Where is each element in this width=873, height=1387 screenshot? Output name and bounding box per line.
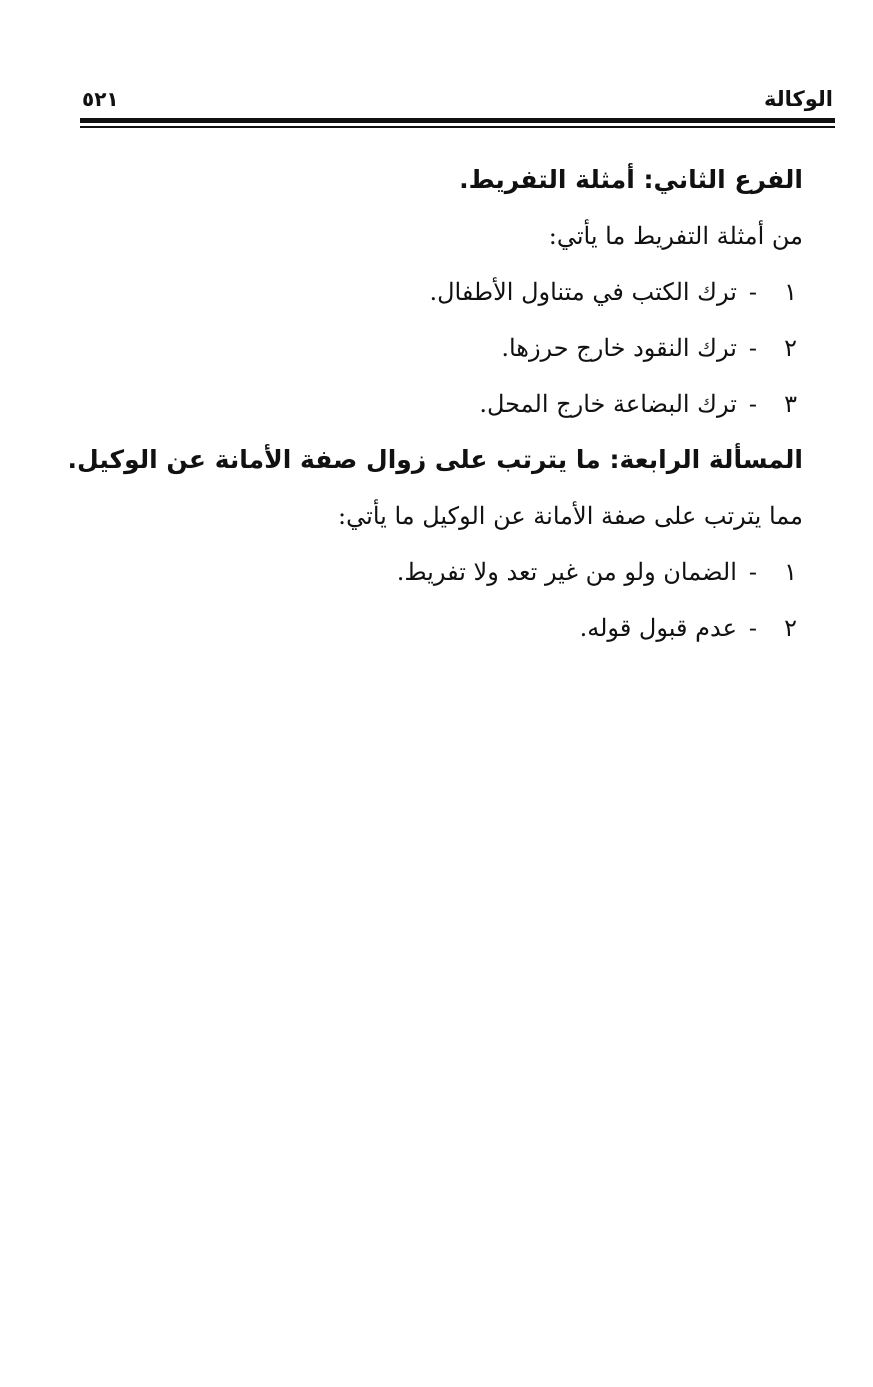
- list-item: [80, 600, 803, 656]
- list-dash: -: [748, 614, 757, 642]
- section-heading: الفرع الثاني: أمثلة التفريط.: [459, 165, 803, 194]
- header-rule-thick: [80, 118, 835, 123]
- page-number: ٥٢١: [82, 87, 119, 111]
- list-item-number: ١: [784, 278, 797, 306]
- list-item-number: ٢: [784, 334, 797, 362]
- list-dash: -: [748, 390, 757, 418]
- list-item-text: ترك النقود خارج حرزها.: [501, 334, 737, 362]
- list-item: [80, 320, 803, 376]
- list-item-number: ١: [784, 558, 797, 586]
- list-item: [80, 544, 803, 600]
- consequences-intro: مما يترتب على صفة الأمانة عن الوكيل ما يأتي:: [338, 502, 803, 530]
- page-body: [67, 152, 803, 656]
- running-header: [82, 84, 833, 114]
- list-item: [80, 376, 803, 432]
- header-rule-thin: [80, 126, 835, 128]
- list-item: [80, 264, 803, 320]
- list-item-number: ٣: [784, 390, 797, 418]
- list-dash: -: [748, 558, 757, 586]
- list-dash: -: [748, 278, 757, 306]
- list-item-text: الضمان ولو من غير تعد ولا تفريط.: [396, 558, 737, 586]
- chapter-title: الوكالة: [764, 87, 833, 111]
- list-item-text: ترك البضاعة خارج المحل.: [479, 390, 737, 418]
- examples-intro: من أمثلة التفريط ما يأتي:: [548, 222, 803, 250]
- issue-heading: المسألة الرابعة: ما يترتب على زوال صفة الأمانة عن الوكيل.: [67, 445, 803, 474]
- list-item-text: ترك الكتب في متناول الأطفال.: [429, 278, 737, 306]
- list-dash: -: [748, 334, 757, 362]
- list-item-text: عدم قبول قوله.: [579, 614, 737, 642]
- list-item-number: ٢: [784, 614, 797, 642]
